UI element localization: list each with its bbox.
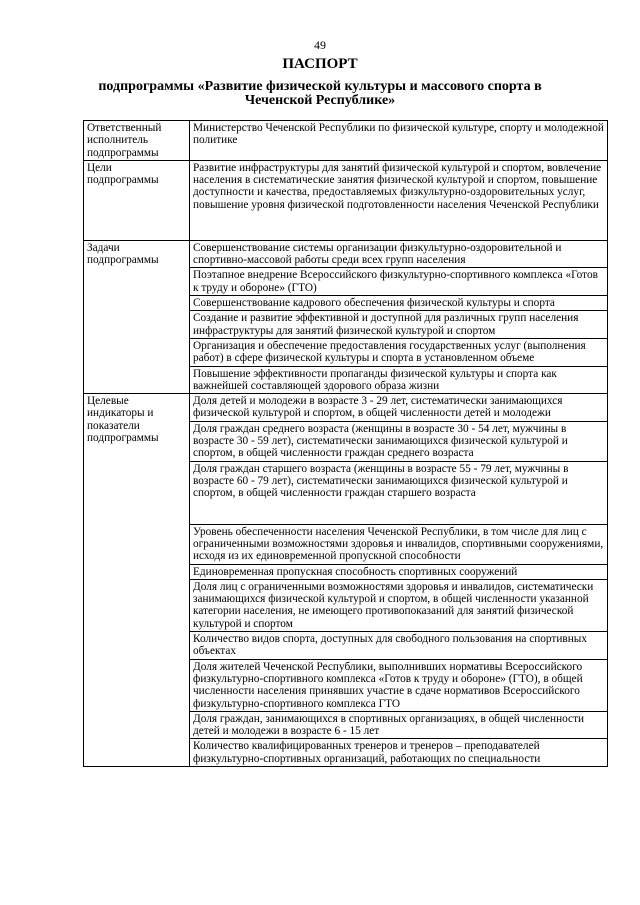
indicator-item: Доля граждан среднего возраста (женщины в возрасте 30 - 54 лет, мужчины в возрасте 30 - 59 лет), систематически занимающихся физической культурой и спортом, в общей численности граждан среднего возраста: [190, 421, 608, 461]
executor-label: Ответственный исполнитель подпрограммы: [84, 121, 190, 161]
task-item: Создание и развитие эффективной и доступной для различных групп населения инфраструктуры для занятий физической культурой и спортом: [190, 311, 608, 339]
row-executor: [84, 121, 608, 161]
indicators-label: Целевые индикаторы и показатели подпрограммы: [84, 394, 190, 767]
indicator-item: Доля граждан старшего возраста (женщины в возрасте 55 - 79 лет, мужчины в возрасте 60 - 79 лет), систематически занимающихся физической культурой и спортом, в общей численности граждан старшего возраста: [190, 461, 608, 524]
task-item: Поэтапное внедрение Всероссийского физкультурно-спортивного комплекса «Готов к труду и обороне» (ГТО): [190, 268, 608, 296]
task-item: Совершенствование кадрового обеспечения физической культуры и спорта: [190, 296, 608, 311]
indicator-item: Уровень обеспеченности населения Чеченской Республики, в том числе для лиц с ограниченными возможностями здоровья и инвалидов, спортивными сооружениями, исходя из их единовременной пропускной способности: [190, 524, 608, 564]
indicator-item: Доля жителей Чеченской Республики, выполнивших нормативы Всероссийского физкультурно-спортивного комплекса «Готов к труду и обороне» (ГТО), в общей численности населения принявших участие в сдаче нормативов Всероссийского физкультурно-спортивного комплекса ГТО: [190, 659, 608, 711]
row-goals: [84, 160, 608, 240]
row-tasks-1: [84, 240, 608, 268]
indicator-item: Количество квалифицированных тренеров и тренеров – преподавателей физкультурно-спортивных организаций, работающих по специальности: [190, 739, 608, 767]
goals-value: Развитие инфраструктуры для занятий физической культурой и спортом, вовлечение населения в систематические занятия физической культурой и спортом, повышение доступности и качества, предоставляемых физкультурно-оздоровительных услуг, повышение уровня физической подготовленности населения Чеченской Республики: [190, 160, 608, 240]
document-subtitle: подпрограммы «Развитие физической культуры и массового спорта в Чеченской Республике»: [98, 79, 542, 108]
task-item: Повышение эффективности пропаганды физической культуры и спорта как важнейшей составляющей здорового образа жизни: [190, 366, 608, 394]
indicator-item: Количество видов спорта, доступных для свободного пользования на спортивных объектах: [190, 632, 608, 660]
tasks-label: Задачи подпрограммы: [84, 240, 190, 393]
goals-label: Цели подпрограммы: [84, 160, 190, 240]
passport-table: [83, 120, 608, 767]
indicator-item: Единовременная пропускная способность спортивных сооружений: [190, 564, 608, 579]
executor-value: Министерство Чеченской Республики по физической культуре, спорту и молодежной политике: [190, 121, 608, 161]
page-number: 49: [314, 38, 326, 52]
row-indicators-1: [84, 394, 608, 422]
indicator-item: Доля лиц с ограниченными возможностями здоровья и инвалидов, систематически занимающихся физической культурой и спортом, в общей численности указанной категории населения, не имеющего противопоказаний для занятий физической культурой и спортом: [190, 579, 608, 631]
task-item: Организация и обеспечение предоставления государственных услуг (выполнения работ) в сфере физической культуры и спорта в установленном объеме: [190, 338, 608, 366]
indicator-item: Доля граждан, занимающихся в спортивных организациях, в общей численности детей и молодежи в возрасте 6 - 15 лет: [190, 711, 608, 739]
indicator-item: Доля детей и молодежи в возрасте 3 - 29 лет, систематически занимающихся физической культурой и спортом, в общей численности детей и молодежи: [190, 394, 608, 422]
document-title: ПАСПОРТ: [282, 56, 358, 72]
task-item: Совершенствование системы организации физкультурно-оздоровительной и спортивно-массовой работы среди всех групп населения: [190, 240, 608, 268]
